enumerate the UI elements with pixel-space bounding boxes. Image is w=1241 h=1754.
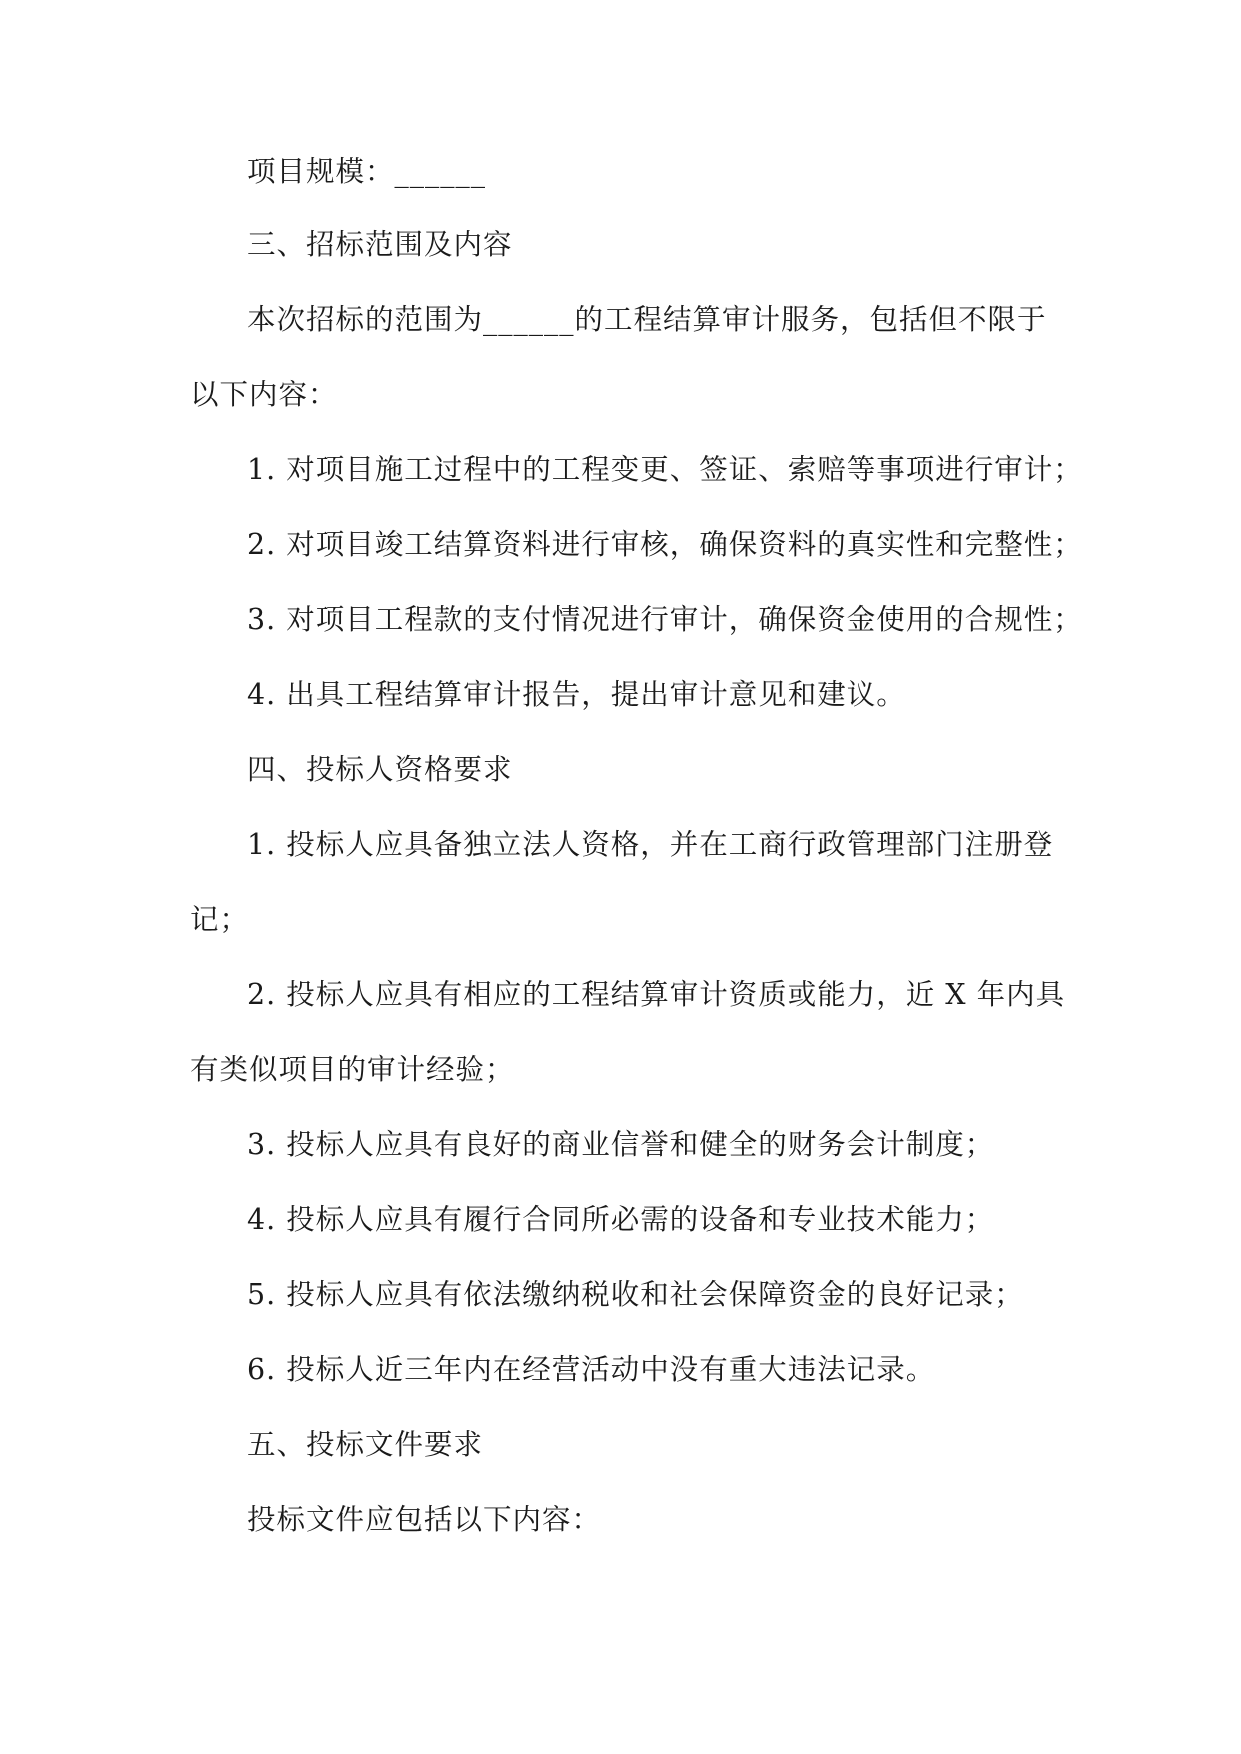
section-4-heading: 四、投标人资格要求: [247, 753, 513, 786]
qualification-item-1-line-1: 1. 投标人应具备独立法人资格，并在工商行政管理部门注册登: [247, 828, 1054, 861]
qualification-item-2-line-2: 有类似项目的审计经验；: [190, 1053, 515, 1086]
qualification-item-1-line-2: 记；: [190, 903, 250, 936]
scope-item-2: 2. 对项目竣工结算资料进行审核，确保资料的真实性和完整性；: [247, 528, 1083, 561]
qualification-item-4: 4. 投标人应具有履行合同所必需的设备和专业技术能力；: [247, 1203, 995, 1236]
section-3-heading: 三、招标范围及内容: [247, 228, 513, 261]
bid-document-intro: 投标文件应包括以下内容：: [247, 1503, 602, 1536]
project-scale-line: 项目规模：______: [247, 155, 487, 188]
section-5-heading: 五、投标文件要求: [247, 1428, 484, 1461]
scope-item-4: 4. 出具工程结算审计报告，提出审计意见和建议。: [247, 678, 906, 711]
qualification-item-3: 3. 投标人应具有良好的商业信誉和健全的财务会计制度；: [247, 1128, 995, 1161]
scope-paragraph-line-2: 以下内容：: [190, 378, 338, 411]
qualification-item-5: 5. 投标人应具有依法缴纳税收和社会保障资金的良好记录；: [247, 1278, 1024, 1311]
qualification-item-6: 6. 投标人近三年内在经营活动中没有重大违法记录。: [247, 1353, 936, 1386]
scope-paragraph-line-1: 本次招标的范围为______的工程结算审计服务，包括但不限于: [247, 303, 1047, 336]
qualification-item-2-line-1: 2. 投标人应具有相应的工程结算审计资质或能力，近 X 年内具: [247, 978, 1066, 1011]
scope-item-1: 1. 对项目施工过程中的工程变更、签证、索赔等事项进行审计；: [247, 453, 1083, 486]
scope-item-3: 3. 对项目工程款的支付情况进行审计，确保资金使用的合规性；: [247, 603, 1083, 636]
